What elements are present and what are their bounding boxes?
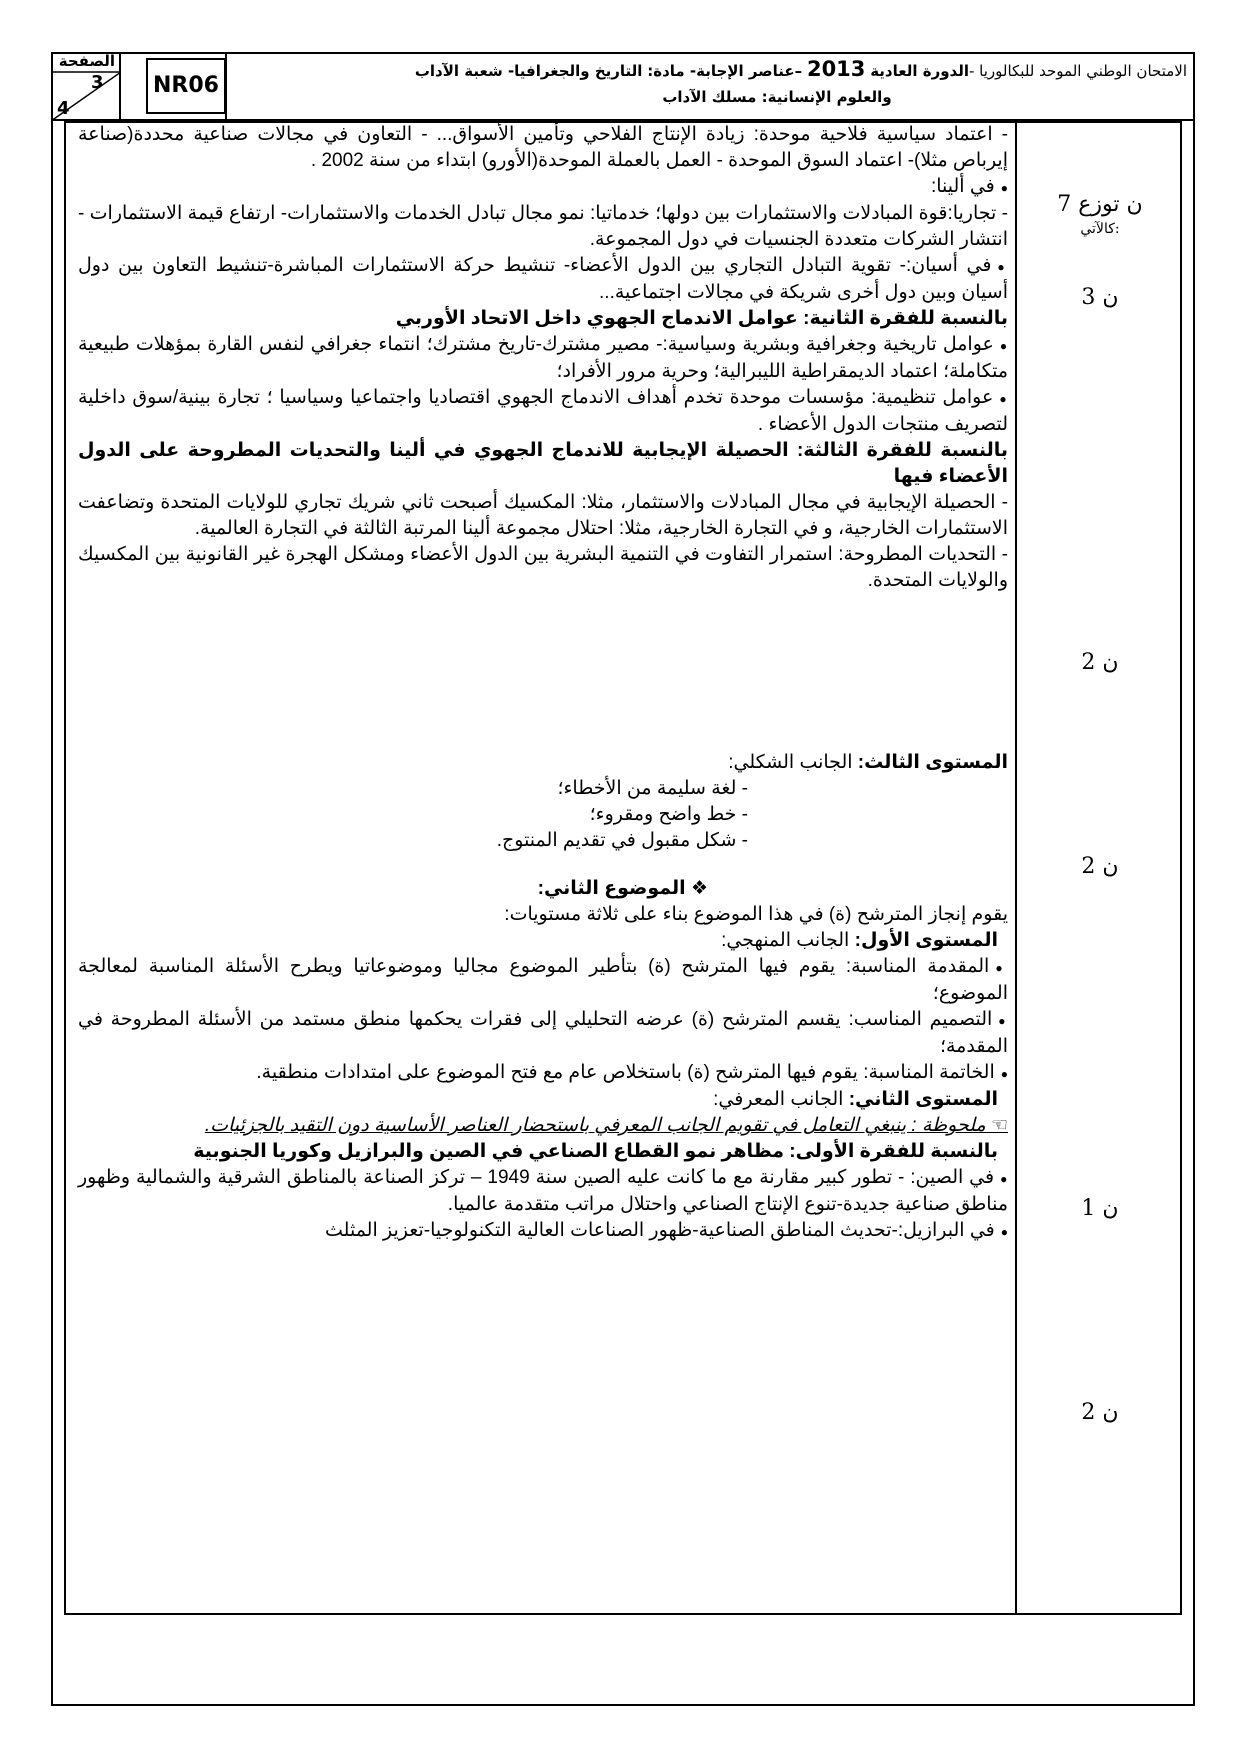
mark-4: 1 ن <box>1081 1196 1119 1221</box>
para-alena-title: ● في ألينا: <box>78 174 1008 201</box>
level2-title: المستوى الثاني: <box>848 1089 998 1110</box>
level2-rest: الجانب المعرفي: <box>713 1089 844 1110</box>
title-session: الدورة العادية <box>870 62 969 80</box>
level3-rest: الجانب الشكلي: <box>728 752 853 773</box>
para-brazil: ● في البرازيل:-تحديث المناطق الصناعية-ظهور الصناعات العالية التكنولوجيا-تعزيز المثلث <box>78 1218 1008 1245</box>
para-alena: - تجاريا:قوة المبادلات والاستثمارات بين دولها؛ خدماتيا: نمو مجال تبادل الخدمات والاستثمارات- ارتفاع قيمة الاستثمارات - انتشار الشركات متعددة الجنسيات في دول المجموعة. <box>78 203 1008 250</box>
title-separator <box>225 52 237 121</box>
para-china: ● في الصين: - تطور كبير مقارنة مع ما كانت عليه الصين سنة 1949 – تركز الصناعة بالمناطق الشرقية والشمالية وظهور مناطق صناعية جديدة-تنوع الإنتاج الصناعي واحتلال مراتب متقدمة عالميا. <box>78 1165 1008 1218</box>
title-subject: التاريخ والجغرافيا- شعبة الآداب <box>414 62 643 80</box>
table-bottom <box>64 1613 1182 1615</box>
marks-distribution-sub: كالآتي: <box>1080 221 1120 237</box>
marks-distribution: 7 ن توزع <box>1057 192 1143 217</box>
note: ☜ ملحوظة : ينبغي التعامل في تقويم الجانب المعرفي باستحضار العناصر الأساسية دون التقيد بالجزئيات. <box>204 1115 1008 1136</box>
level3-item-c: - شكل مقبول في تقديم المنتوج. <box>496 830 748 851</box>
title-part1: الامتحان الوطني الموحد للبكالوريا - <box>968 62 1187 80</box>
level3-title: المستوى الثالث: <box>857 752 1008 773</box>
level3-heading <box>78 750 1008 776</box>
left-border <box>64 121 66 1614</box>
para-factors-1: ● عوامل تاريخية وجغرافية وبشرية وسياسية:- مصير مشترك-تاريخ مشترك؛ انتماء جغرافي لنفس القارة بمؤهلات طبيعية متكاملة؛ اعتماد الديمقراطية الليبرالية؛ وحرية مرور الأفراد؛ <box>78 332 1008 385</box>
page-label: الصفحة <box>58 52 115 70</box>
title-part2: –عناصر الإجابة- مادة: <box>647 62 803 80</box>
heading-section3: بالنسبة للفقرة الثالثة: الحصيلة الإيجابية للاندماج الجهوي في ألينا والتحديات المطروحة على الدول الأعضاء فيها <box>78 440 1008 487</box>
para-challenges: - التحديات المطروحة: استمرار التفاوت في التنمية البشرية بين الدول الأعضاء ومشكل الهجرة غير القانونية بين المكسيك والولايات المتحدة. <box>78 544 1008 591</box>
page-current: 3 <box>91 72 104 93</box>
para-1: - اعتماد سياسية فلاحية موحدة: زيادة الإنتاج الفلاحي وتأمين الأسواق... - التعاون في مجالات صناعية محددة(صناعة إيرباص مثلا)- اعتماد السوق الموحدة - العمل بالعملة الموحدة(الأورو) ابتداء من سنة 2002 . <box>78 124 1008 171</box>
exam-title <box>247 56 1187 110</box>
heading-section2: بالنسبة للفقرة الثانية: عوامل الاندماج الجهوي داخل الاتحاد الأوربي <box>395 308 1008 329</box>
heading-section1-topic2: بالنسبة للفقرة الأولى: مظاهر نمو القطاع الصناعي في الصين والبرازيل وكوريا الجنوبية <box>193 1141 998 1162</box>
marks-column-divider <box>1015 121 1017 1614</box>
level3-item-a: - لغة سليمة من الأخطاء؛ <box>557 778 748 799</box>
level1-heading <box>78 928 1008 954</box>
page-total: 4 <box>57 98 70 119</box>
mark-5: 2 ن <box>1081 1400 1119 1425</box>
page-number-box <box>51 52 121 121</box>
para-factors-2: ● عوامل تنظيمية: مؤسسات موحدة تخدم أهداف الاندماج الجهوي اقتصاديا واجتماعيا وسياسيا ؛ تجارة بينية/سوق داخلية لتصريف منتجات الدول الأعضاء . <box>78 385 1008 438</box>
mark-3: 2 ن <box>1081 854 1119 879</box>
level1-title: المستوى الأول: <box>854 930 998 951</box>
right-border <box>1180 121 1182 1614</box>
topic2-intro: يقوم إنجاز المترشح (ة) في هذا الموضوع بناء على ثلاثة مستويات: <box>504 904 1008 925</box>
method-intro: ● المقدمة المناسبة: يقوم فيها المترشح (ة) بتأطير الموضوع مجاليا وموضوعاتيا ويطرح الأسئلة المناسبة لمعالجة الموضوع؛ <box>78 954 1008 1007</box>
title-year: 2013 <box>806 57 866 81</box>
mark-2: 2 ن <box>1081 650 1119 675</box>
para-asean: ● في أسيان:- تقوية التبادل التجاري بين الدول الأعضاء- تنشيط حركة الاستثمارات المباشرة-تنشيط التعاون بين دول أسيان وبين دول أخرى شريكة في مجالات اجتماعية... <box>78 253 1008 306</box>
method-conclusion: ● الخاتمة المناسبة: يقوم فيها المترشح (ة) باستخلاص عام مع فتح الموضوع على امتدادات منطقية. <box>78 1060 1008 1087</box>
topic2-title: ❖ الموضوع الثاني: <box>537 878 708 899</box>
mark-1: 3 ن <box>1081 285 1119 310</box>
level3-item-b: - خط واضح ومقروء؛ <box>589 804 748 825</box>
method-plan: ● التصميم المناسب: يقسم المترشح (ة) عرضه التحليلي إلى فقرات يحكمها منطق مستمد من الأسئلة المطروحة في المقدمة؛ <box>78 1007 1008 1060</box>
level1-rest: الجانب المنهجي: <box>721 930 850 951</box>
header <box>51 52 1195 121</box>
exam-code: NR06 <box>146 58 226 114</box>
level2-heading <box>78 1087 1008 1113</box>
answer-content <box>78 122 1008 1245</box>
title-line2: والعلوم الإنسانية: مسلك الآداب <box>662 88 892 106</box>
para-results: - الحصيلة الإيجابية في مجال المبادلات والاستثمار، مثلا: المكسيك أصبحت ثاني شريك تجاري للولايات المتحدة وتضاعفت الاستثمارات الخارجية، و في التجارة الخارجية، مثلا: احتلال مجموعة ألينا المرتبة الثالثة في التجارة العالمية. <box>78 492 1008 539</box>
